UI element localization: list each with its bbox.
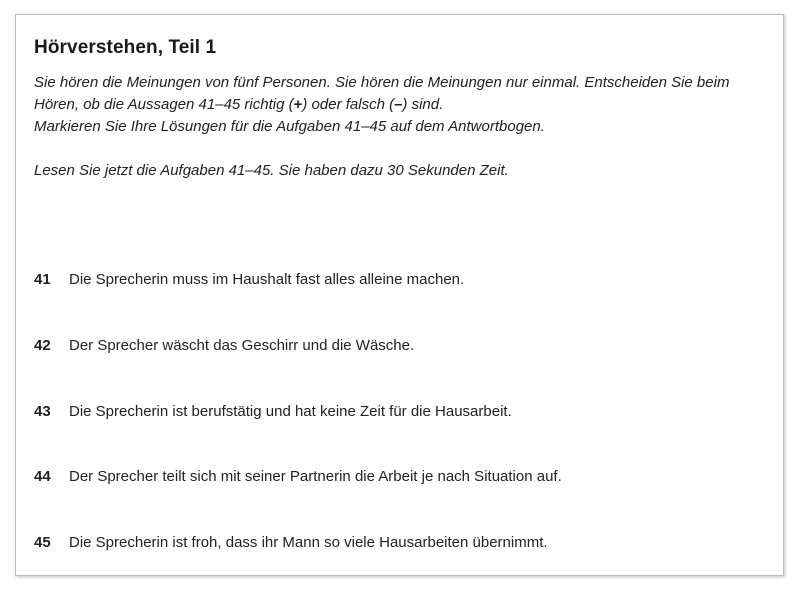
task-text: Die Sprecherin muss im Haushalt fast alles alleine machen.: [69, 271, 465, 288]
instruction-text-1b: ) oder falsch (: [302, 96, 395, 113]
task-item: [34, 336, 414, 356]
instructions: [34, 72, 774, 182]
exam-sheet: [15, 14, 784, 576]
instruction-paragraph-2: Markieren Sie Ihre Lösungen für die Aufgaben 41–45 auf dem Antwortbogen.: [34, 118, 545, 135]
instruction-paragraph-1: [34, 72, 774, 116]
minus-symbol: –: [394, 96, 403, 113]
task-item: [34, 467, 562, 487]
spacer: [34, 138, 774, 160]
instruction-paragraph-3: Lesen Sie jetzt die Aufgaben 41–45. Sie haben dazu 30 Sekunden Zeit.: [34, 162, 509, 179]
task-item: [34, 270, 464, 290]
instruction-text-1c: ) sind.: [402, 96, 444, 113]
page-title: Hörverstehen, Teil 1: [34, 37, 217, 58]
task-text: Der Sprecher teilt sich mit seiner Partnerin die Arbeit je nach Situation auf.: [69, 468, 562, 485]
task-number: 44: [34, 468, 51, 485]
task-text: Die Sprecherin ist berufstätig und hat keine Zeit für die Hausarbeit.: [69, 403, 512, 420]
task-number: 43: [34, 403, 51, 420]
task-text: Die Sprecherin ist froh, dass ihr Mann so viele Hausarbeiten übernimmt.: [69, 534, 548, 551]
task-item: [34, 533, 548, 553]
task-number: 45: [34, 534, 51, 551]
task-number: 41: [34, 271, 51, 288]
plus-symbol: +: [293, 96, 303, 113]
instruction-text-1a: Sie hören die Meinungen von fünf Personen. Sie hören die Meinungen nur einmal. Entscheiden Sie beim Hören, ob die Aussagen 41–45 richtig (: [34, 74, 730, 113]
task-number: 42: [34, 337, 51, 354]
task-text: Der Sprecher wäscht das Geschirr und die Wäsche.: [69, 337, 415, 354]
task-item: [34, 402, 512, 422]
